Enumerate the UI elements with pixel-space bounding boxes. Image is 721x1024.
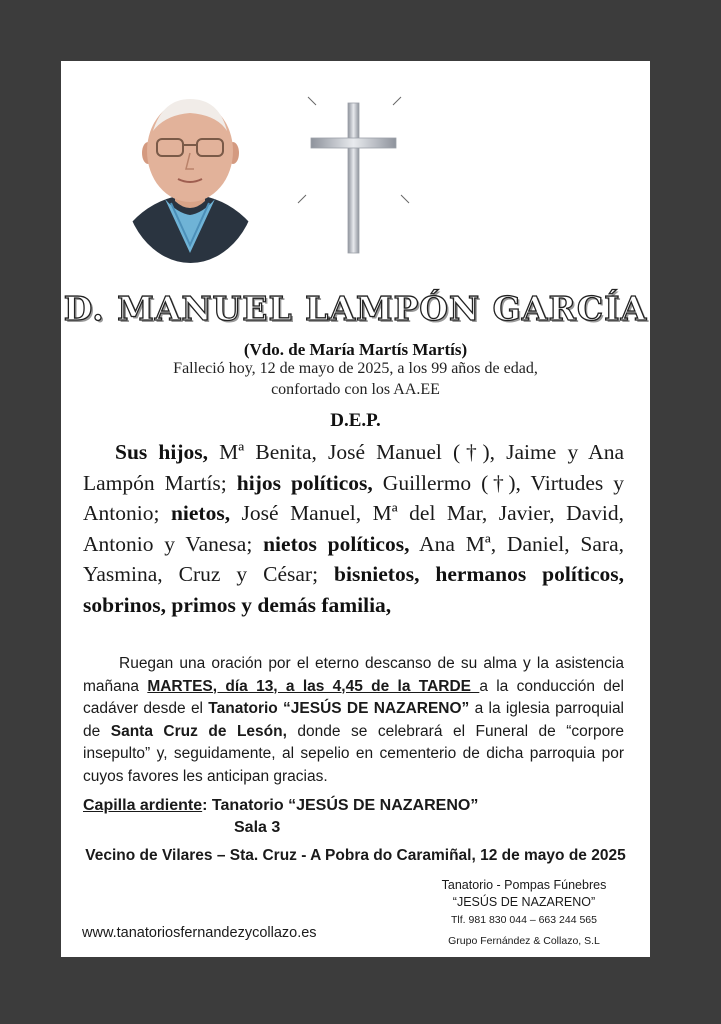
request-text: a la conducción del cadáver desde el (83, 677, 624, 717)
family-names: Ana Mª, Daniel, Sara, Yasmina, Cruz y César; (83, 531, 624, 587)
firm-group: Grupo Fernández & Collazo, S.L (448, 935, 600, 947)
cross-icon (296, 95, 411, 257)
request-highlight: MARTES, día 13, a las 4,45 de la TARDE (147, 677, 480, 695)
chapel-line (83, 797, 478, 815)
sacraments-line: confortado con los AA.EE (271, 381, 440, 398)
request-text: a la iglesia parroquial de (83, 700, 625, 740)
website-link[interactable]: www.tanatoriosfernandezycollazo.es (82, 925, 317, 941)
chapel-label: Capilla ardiente (83, 797, 203, 814)
death-date-line: Falleció hoy, 12 de mayo de 2025, a los 99 años de edad, (173, 360, 538, 377)
funeral-request-paragraph (83, 653, 624, 788)
firm-type: Tanatorio - Pompas Fúnebres (441, 878, 607, 892)
family-relation-label: nietos, (170, 501, 231, 526)
firm-name: “JESÚS DE NAZARENO” (452, 895, 596, 909)
widower-line: (Vdo. de María Martís Martís) (243, 340, 468, 359)
family-names: Mª Benita, José Manuel (†), Jaime y Ana Lampón Martís; (83, 440, 624, 495)
family-relation-label: nietos políticos, (263, 531, 410, 556)
chapel-value: : Tanatorio “JESÚS DE NAZARENO” (202, 797, 479, 814)
portrait-photo (123, 93, 258, 263)
request-highlight: Tanatorio “JESÚS DE NAZARENO” (208, 700, 470, 717)
obituary-card (61, 61, 650, 957)
funeral-home-block (426, 878, 622, 947)
firm-phone: Tlf. 981 830 044 – 663 244 565 (451, 914, 597, 926)
family-relation-label: bisnietos, hermanos políticos, sobrinos, primos y demás familia, (83, 562, 624, 617)
request-highlight: Santa Cruz de Lesón, (110, 722, 287, 740)
request-text: donde se celebrará el Funeral de “corpore insepulto” y, seguidamente, al sepelio en cementerio de dicha parroquia por cuyos favores les anticipan gracias. (83, 722, 624, 785)
family-names: Guillermo (†), Virtudes y Antonio; (83, 470, 624, 526)
family-paragraph (83, 437, 624, 621)
chapel-room: Sala 3 (234, 819, 281, 836)
dep-label: D.E.P. (330, 410, 381, 431)
family-names: José Manuel, Mª del Mar, Javier, David, Antonio y Vanesa; (83, 501, 624, 556)
deceased-name: D. MANUEL LAMPÓN GARCÍA (63, 289, 648, 328)
residence-date-line: Vecino de Vilares – Sta. Cruz - A Pobra do Caramiñal, 12 de mayo de 2025 (85, 847, 626, 864)
family-relation-label: hijos políticos, (236, 470, 373, 495)
family-relation-label: Sus hijos, (115, 440, 209, 464)
request-text: Ruegan una oración por el eterno descanso de su alma y la asistencia mañana (83, 655, 624, 695)
